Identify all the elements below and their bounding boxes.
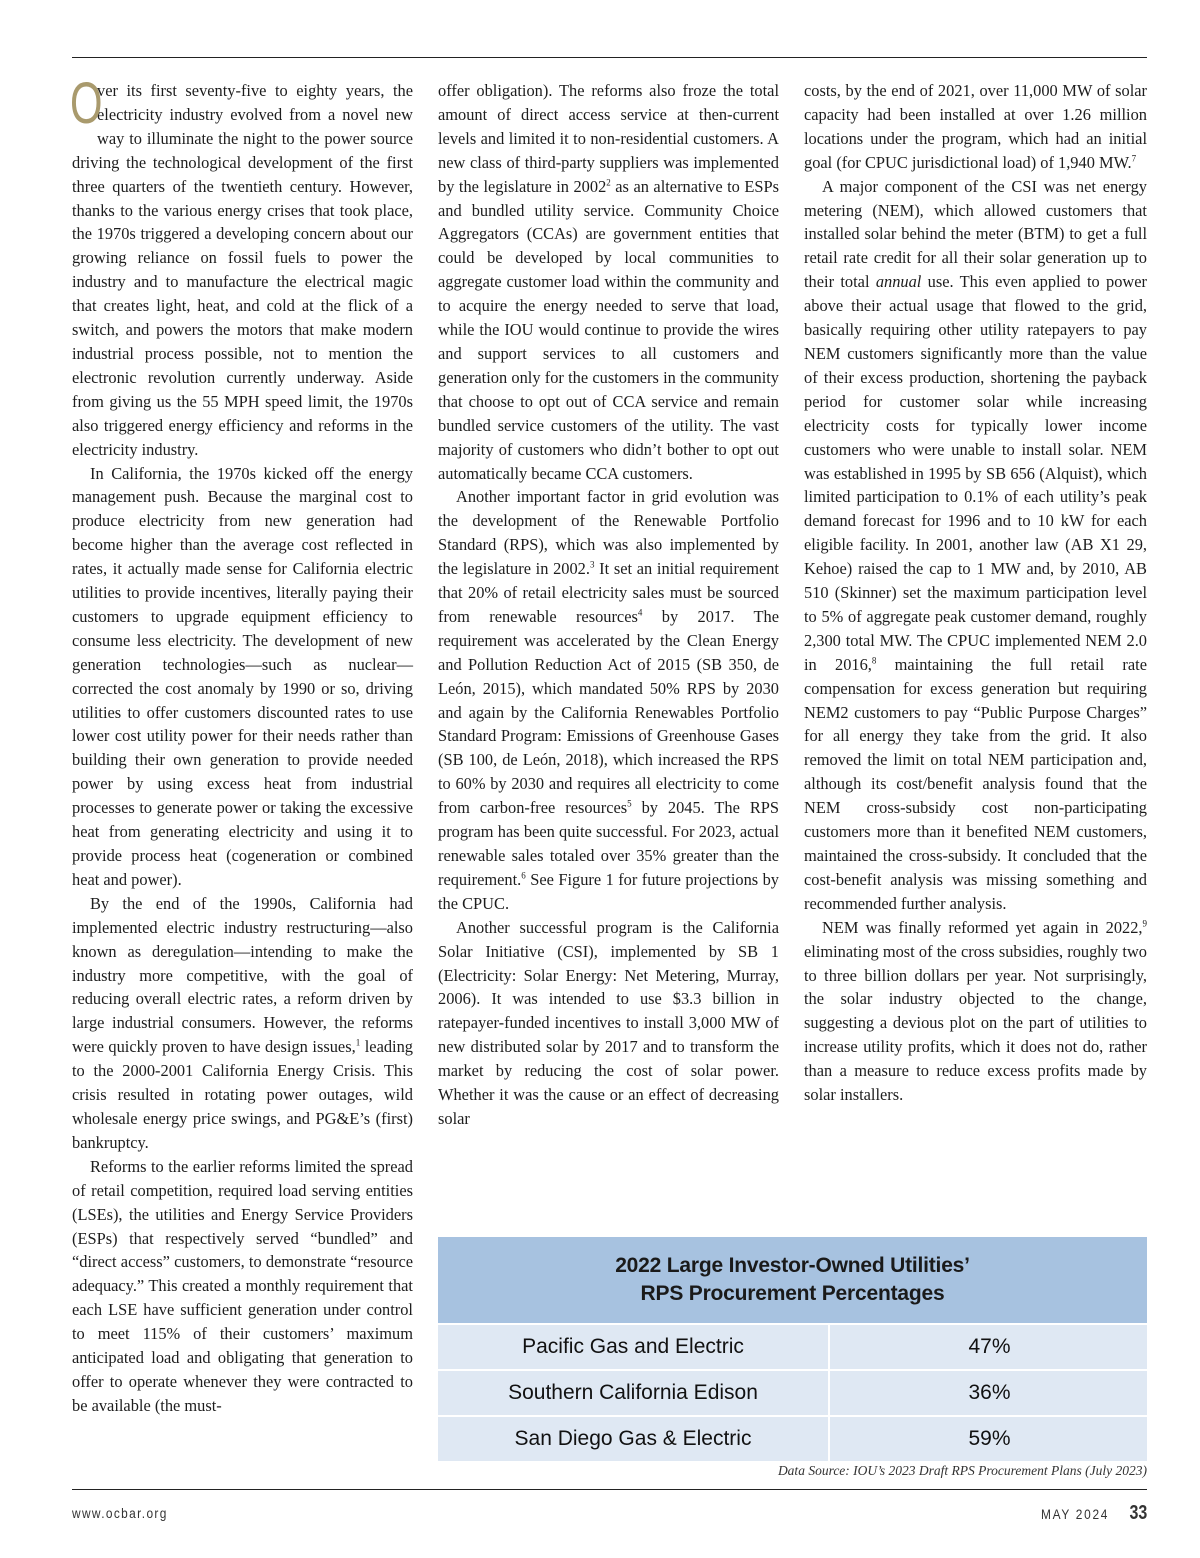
- footer-website: www.ocbar.org: [72, 1505, 168, 1521]
- bottom-rule: [72, 1489, 1147, 1490]
- footnote-ref: 2: [606, 177, 611, 188]
- footnote-ref: 9: [1142, 918, 1147, 929]
- paragraph: NEM was finally reformed yet again in 2022,$^9$ eliminating most of the cross subsidies, roughly two to three billion dollars per year. Not surprisingly, the solar industry objected to the change, suggesting a devious plot on the part of utilities to increase utility profits, which it does not do, rather than a measure to reduce excess profits made by solar installers.: [804, 917, 1147, 1105]
- footnote-ref: 4: [637, 607, 643, 618]
- utility-name: San Diego Gas & Electric: [514, 1427, 752, 1450]
- footnote-ref: 1: [355, 1037, 361, 1048]
- paragraph: Another successful program is the California Solar Initiative (CSI), implemented by SB 1 (Electricity: Solar Energy: Net Metering, Murray, 2006). It was intended to use $3.3 billion in ratepayer-funded incentives to install 3,000 MW of new distributed solar by 2017 and to transform the market by reducing the cost of solar power. Whether it was the cause or an effect of decreasing solar: [438, 917, 779, 1128]
- utility-name: Southern California Edison: [508, 1381, 758, 1404]
- utility-name: Pacific Gas and Electric: [522, 1335, 744, 1358]
- page-number: 33: [1129, 1502, 1147, 1524]
- article-column-3: [804, 79, 1147, 1107]
- article-column-1: [70, 71, 413, 1418]
- table-row: [438, 1325, 1147, 1369]
- paragraph: Another important factor in grid evolution was the development of the Renewable Portfolio Standard (RPS), which was also implemented by the legislature in 2002.$^3$ It set an initial requirement that 20% of retail electricity sales must be sourced from renewable resources$^4$ by 2017. The requirement was accelerated by the Clean Energy and Pollution Reduction Act of 2015 (SB 350, de León, 2015), which mandated 50% RPS by 2030 and again by the California Renewables Portfolio Standard Program: Emissions of Greenhouse Gases (SB 100, de León, 2018), which increased the RPS to 60% by 2030 and requires all electricity to come from carbon-free resources$^5$ by 2045. The RPS program has been quite successful. For 2023, actual renewable sales totaled over 35% greater than the requirement.$^6$ See Figure 1 for future projections by the CPUC.: [438, 487, 779, 913]
- rps-table: [438, 1237, 1147, 1461]
- rps-percent: 59%: [968, 1427, 1011, 1450]
- table-title-line-2: RPS Procurement Percentages: [640, 1282, 945, 1305]
- table-header: [438, 1237, 1147, 1323]
- table-title-line-1: 2022 Large Investor-Owned Utilities’: [615, 1254, 970, 1277]
- paragraph: O ver its first seventy-five to eighty years, the electricity industry evolved from a novel new way to illuminate the night to the power source driving the technological development of the first three quarters of the twentieth century. However, thanks to the various energy crises that took place, the 1970s triggered a developing concern about our growing reliance on fossil fuels to power the industry and to manufacture the electrical magic that creates light, heat, and cold at the flick of a switch, and powers the motors that make modern industrial process possible, not to mention the electronic revolution currently underway. Aside from giving us the 55 MPH speed limit, the 1970s also triggered energy efficiency and reforms in the electricity industry.: [70, 71, 413, 459]
- table-row: [438, 1371, 1147, 1415]
- footnote-ref: 7: [1131, 153, 1137, 164]
- footer-right: [1029, 1502, 1147, 1525]
- footnote-ref: 5: [627, 798, 632, 809]
- footnote-ref: 8: [871, 655, 877, 666]
- paragraph: By the end of the 1990s, California had implemented electric industry restructuring—also known as deregulation—intending to make the industry more competitive, with the goal of reducing overall electric rates, a reform driven by large industrial consumers. However, the reforms were quickly proven to have design issues,$^1$ leading to the 2000-2001 California Energy Crisis. This crisis resulted in rotating power outages, wild wholesale energy price swings, and PG&E’s (first) bankruptcy.: [72, 893, 413, 1152]
- article-column-2: [438, 79, 779, 1131]
- paragraph: In California, the 1970s kicked off the energy management push. Because the marginal cost to produce electricity from new generation had become higher than the average cost reflected in rates, it actually made sense for California electric utilities to provide incentives, literally paying their customers to upgrade equipment efficiency to consume less electricity. The development of new generation technologies—such as nuclear—corrected the cost anomaly by 1990 or so, driving utilities to offer customers discounted rates to use lower cost utility power for their needs rather than building their own generation to provide needed power by using excess heat from industrial processes to generate power or taking the excessive heat from generating electricity and using it to provide process heat (cogeneration or combined heat and power).: [72, 463, 413, 889]
- table-source-note: Data Source: IOU’s 2023 Draft RPS Procurement Plans (July 2023): [777, 1463, 1147, 1478]
- paragraph: costs, by the end of 2021, over 11,000 MW of solar capacity had been installed at over 1.26 million locations under the program, which had an initial goal (for CPUC jurisdictional load) of 1,940 MW.$^7$: [804, 81, 1147, 172]
- footnote-ref: 6: [521, 870, 526, 881]
- top-rule: [72, 57, 1147, 58]
- emphasis: annual: [875, 272, 922, 292]
- drop-cap: O: [70, 71, 103, 136]
- paragraph: offer obligation). The reforms also froze the total amount of direct access service at then-current levels and limited it to non-residential customers. A new class of third-party suppliers was implemented by the legislature in 2002$^2$ as an alternative to ESPs and bundled utility service. Community Choice Aggregators (CCAs) are government entities that could be developed by local communities to aggregate customer load within the community and to acquire the energy needed to serve that load, while the IOU would continue to provide the wires and support services to all customers and generation only for the customers in the community that choose to opt out of CCA service and remain bundled service customers of the utility. The vast majority of customers who didn’t bother to opt out automatically became CCA customers.: [438, 81, 779, 483]
- footnote-ref: 3: [589, 559, 595, 570]
- footer-issue-date: MAY 2024: [1040, 1506, 1109, 1522]
- paragraph: A major component of the CSI was net energy metering (NEM), which allowed customers that installed solar behind the meter (BTM) to get a full retail rate credit for all their solar generation up to their total annual use. This even applied to power above their actual usage that flowed to the grid, basically requiring other utility ratepayers to pay NEM customers significantly more than the value of their excess production, shortening the payback period for customer solar while increasing electricity costs for typically lower income customers who were unable to install solar. NEM was established in 1995 by SB 656 (Alquist), which limited participation to 0.1% of each utility’s peak demand forecast for 1996 and to 10 kW for each eligible facility. In 2001, another law (AB X1 29, Kehoe) raised the cap to 1 MW and, by 2010, AB 510 (Skinner) set the maximum participation level to 5% of aggregate peak customer demand, roughly 2,300 total MW. The CPUC implemented NEM 2.0 in 2016,$^8$ maintaining the full retail rate compensation for excess generation but requiring NEM2 customers to pay “Public Purpose Charges” for all energy they take from the grid. It also removed the limit on total NEM participation and, although its cost/benefit analysis found that the NEM cross-subsidy cost non-participating customers more than it benefited NEM customers, maintained the cross-subsidy. It concluded that the cost-benefit analysis was missing something and recommended further analysis.: [804, 176, 1147, 913]
- table-row: [438, 1417, 1147, 1461]
- paragraph: Reforms to the earlier reforms limited the spread of retail competition, required load serving entities (LSEs), the utilities and Energy Service Providers (ESPs) that respectively served “bundled” and “direct access” customers, to demonstrate “resource adequacy.” This created a monthly requirement that each LSE have sufficient generation under control to meet 115% of their customers’ maximum anticipated load and obligating that generation to offer to operate whenever they were contracted to be available (the must-: [72, 1156, 413, 1415]
- rps-percent: 47%: [968, 1335, 1011, 1358]
- rps-percent: 36%: [968, 1381, 1011, 1404]
